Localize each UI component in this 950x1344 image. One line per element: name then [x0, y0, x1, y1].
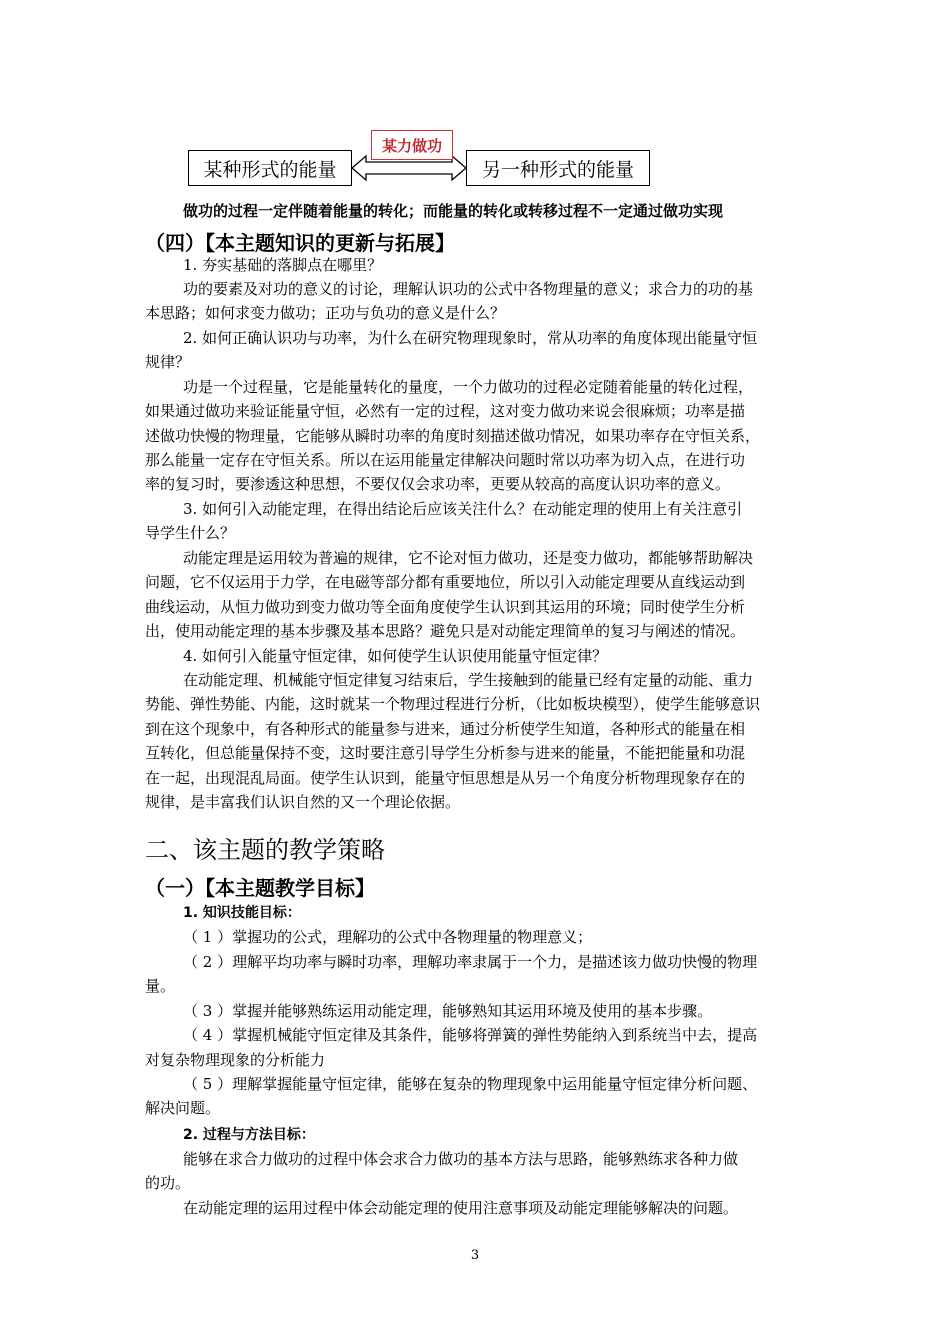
goal-item: （ 3 ）掌握并能够熟练运用动能定理，能够熟知其运用环境及使用的基本步骤。: [183, 1002, 713, 1020]
text-line: 本思路；如何求变力做功；正功与负功的意义是什么？: [145, 304, 506, 322]
section-four-heading: （四）【本主题知识的更新与拓展】: [145, 231, 455, 255]
process-goals-heading: 2. 过程与方法目标：: [183, 1127, 315, 1143]
goal-item: 解决问题。: [145, 1099, 221, 1117]
target-energy-box: [466, 150, 650, 186]
teaching-goals-heading: （一）【本主题教学目标】: [145, 876, 375, 900]
text-line: 势能、弹性势能、内能，这时就某一个物理过程进行分析，（比如板块模型），使学生能够意识: [145, 695, 761, 713]
section-two-heading: 二、该主题的教学策略: [145, 836, 385, 864]
text-line: 功是一个过程量，它是能量转化的量度，一个力做功的过程必定随着能量的转化过程，: [183, 378, 754, 396]
work-label: 某力做功: [381, 136, 442, 155]
text-line: 述做功快慢的物理量，它能够从瞬时功率的角度时刻描述做功情况，如果功率存在守恒关系，: [145, 427, 761, 445]
goal-item: 量。: [145, 977, 176, 995]
text-line: 到在这个现象中，有各种形式的能量参与进来，通过分析使学生知道，各种形式的能量在相: [145, 720, 746, 738]
goal-item: （ 2 ）理解平均功率与瞬时功率，理解功率隶属于一个力，是描述该力做功快慢的物理: [183, 953, 758, 971]
text-line: 导学生什么？: [145, 524, 236, 542]
text-line: 曲线运动，从恒力做功到变力做功等全面角度使学生认识到其运用的环境；同时使学生分析: [145, 598, 746, 616]
work-label-box: [371, 130, 453, 160]
page-number: 3: [470, 1248, 480, 1263]
text-line: 互转化，但总能量保持不变，这时要注意引导学生分析参与进来的能量，不能把能量和功混: [145, 744, 746, 762]
text-line: 在一起，出现混乱局面。使学生认识到，能量守恒思想是从另一个角度分析物理现象存在的: [145, 769, 746, 787]
text-line: 1. 夯实基础的落脚点在哪里？: [183, 256, 383, 274]
diagram-caption: 做功的过程一定伴随着能量的转化；而能量的转化或转移过程不一定通过做功实现: [183, 202, 724, 220]
text-line: 规律，是丰富我们认识自然的又一个理论依据。: [145, 793, 461, 811]
goal-item: 对复杂物理现象的分析能力: [145, 1051, 326, 1069]
source-energy-box: [188, 150, 352, 186]
text-line: 如果通过做功来验证能量守恒，必然有一定的过程，这对变力做功来说会很麻烦；功率是描: [145, 402, 746, 420]
source-energy-label: 某种形式的能量: [203, 158, 337, 181]
target-energy-label: 另一种形式的能量: [481, 158, 634, 181]
process-item: 的功。: [145, 1174, 191, 1192]
process-item: 在动能定理的运用过程中体会动能定理的使用注意事项及动能定理能够解决的问题。: [183, 1199, 739, 1217]
text-line: 那么能量一定存在守恒关系。所以在运用能量定律解决问题时常以功率为切入点，在进行功: [145, 451, 746, 469]
text-line: 动能定理是运用较为普遍的规律，它不论对恒力做功，还是变力做功，都能够帮助解决: [183, 549, 754, 567]
text-line: 3. 如何引入动能定理，在得出结论后应该关注什么？在动能定理的使用上有关注意引: [183, 500, 743, 518]
energy-conversion-diagram: [0, 0, 950, 200]
goal-item: （ 4 ）掌握机械能守恒定律及其条件，能够将弹簧的弹性势能纳入到系统当中去，提高: [183, 1026, 758, 1044]
text-line: 功的要素及对功的意义的讨论，理解认识功的公式中各物理量的意义；求合力的功的基: [183, 280, 754, 298]
text-line: 规律？: [145, 353, 191, 371]
text-line: 在动能定理、机械能守恒定律复习结束后，学生接触到的能量已经有定量的动能、重力: [183, 671, 754, 689]
text-line: 2. 如何正确认识功与功率，为什么在研究物理现象时，常从功率的角度体现出能量守恒: [183, 329, 758, 347]
process-item: 能够在求合力做功的过程中体会求合力做功的基本方法与思路，能够熟练求各种力做: [183, 1150, 739, 1168]
text-line: 率的复习时，要渗透这种思想，不要仅仅会求功率，更要从较高的高度认识功率的意义。: [145, 475, 731, 493]
text-line: 4. 如何引入能量守恒定律，如何使学生认识使用能量守恒定律？: [183, 647, 608, 665]
text-line: 出，使用动能定理的基本步骤及基本思路？避免只是对动能定理简单的复习与阐述的情况。: [145, 622, 746, 640]
knowledge-goals-heading: 1. 知识技能目标：: [183, 905, 301, 921]
text-line: 问题，它不仅运用于力学，在电磁等部分都有重要地位，所以引入动能定理要从直线运动到: [145, 573, 746, 591]
goal-item: （ 1 ）掌握功的公式，理解功的公式中各物理量的物理意义；: [183, 928, 593, 946]
goal-item: （ 5 ）理解掌握能量守恒定律，能够在复杂的物理现象中运用能量守恒定律分析问题、: [183, 1075, 758, 1093]
